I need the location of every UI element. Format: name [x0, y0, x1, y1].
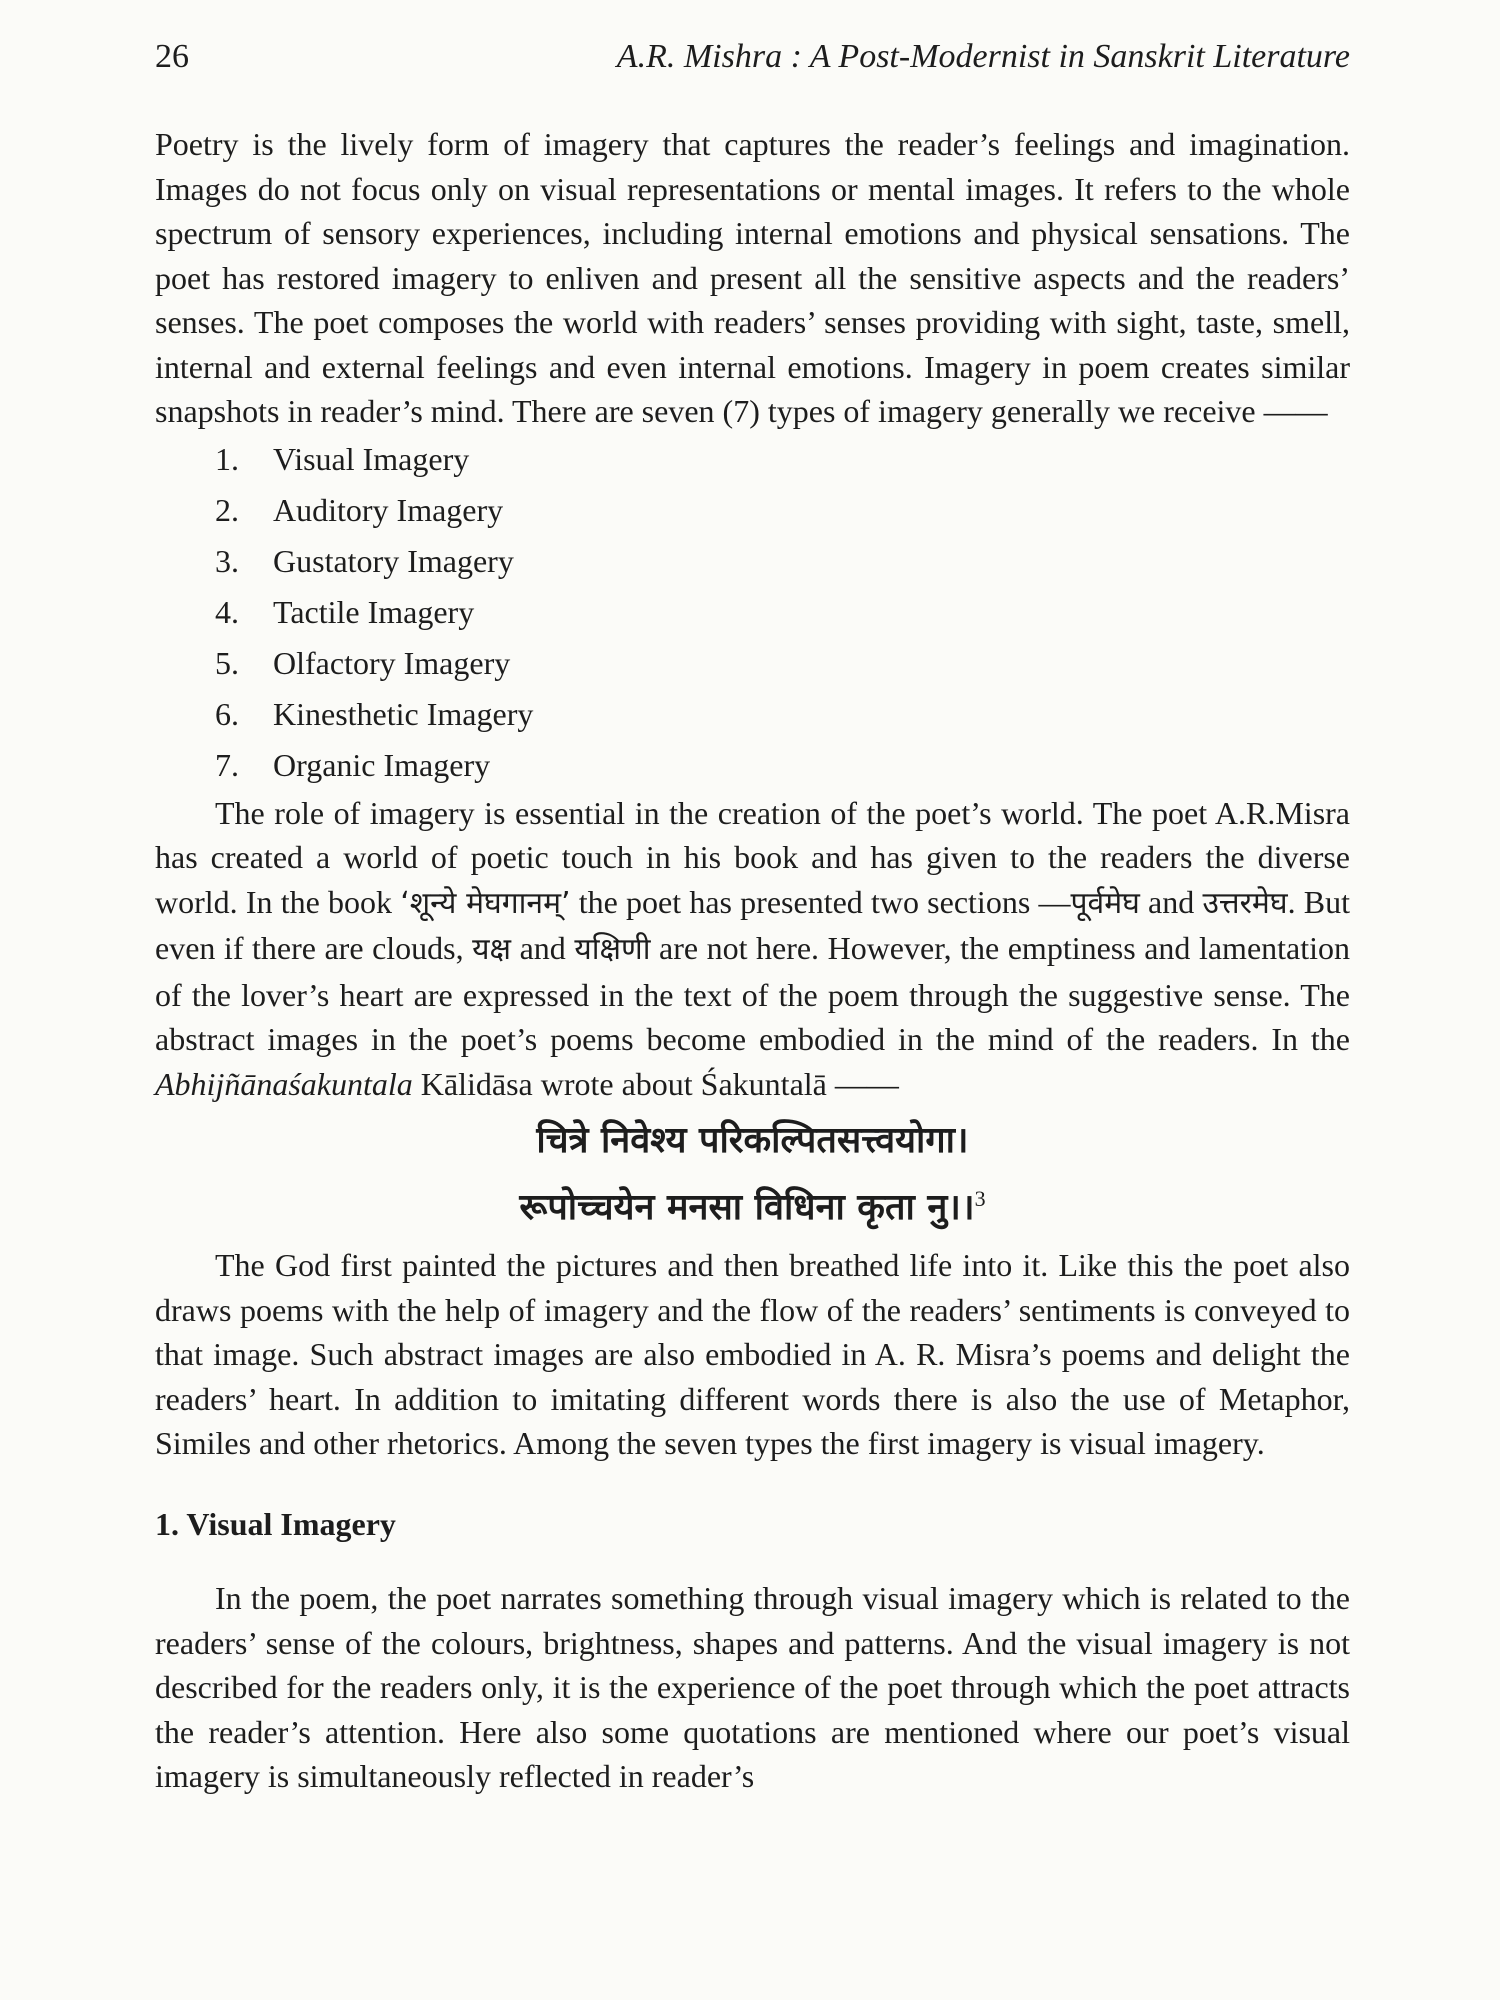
verse-line-2-wrapper: [155, 1170, 1350, 1237]
list-item-number: 1.: [215, 440, 239, 477]
footnote-reference: 3: [974, 1186, 986, 1211]
text-run: and: [511, 930, 575, 966]
list-item-number: 2.: [215, 491, 239, 528]
work-title-italic: Abhijñānaśakuntala: [155, 1065, 413, 1102]
running-title: A.R. Mishra : A Post-Modernist in Sanskrit Literature: [616, 38, 1350, 75]
list-item-number: 3.: [215, 542, 239, 579]
list-item-label: Gustatory Imagery: [273, 542, 514, 579]
section-name-purvamegha: पूर्वमेघ: [1070, 885, 1140, 921]
page-body: [155, 122, 1350, 1799]
page-header: [155, 38, 1350, 88]
list-item-number: 7.: [215, 746, 239, 783]
text-run: Kālidāsa wrote about Śakuntalā ——: [412, 1065, 899, 1102]
text-run: the poet has presented two sections —: [570, 883, 1071, 920]
imagery-types-list: [155, 434, 1350, 791]
list-item-label: Tactile Imagery: [273, 593, 475, 630]
sanskrit-verse: [155, 1112, 1350, 1237]
list-item: [155, 689, 1350, 740]
list-item-number: 5.: [215, 644, 239, 681]
list-item: [155, 485, 1350, 536]
list-item-label: Auditory Imagery: [273, 491, 504, 528]
text-run: . But even if there are clouds,: [155, 883, 1351, 966]
list-item: [155, 638, 1350, 689]
visual-imagery-paragraph: In the poem, the poet narrates something through visual imagery which is related to the readers’ sense of the colours, brightness, shapes and patterns. And the visual imagery is not described for the readers only, it is the experience of the poet through which the poet attracts the reader’s attention. Here also some quotations are mentioned where our poet’s visual imagery is simultaneously reflected in reader’s: [155, 1580, 1350, 1794]
list-item: [155, 740, 1350, 791]
text-run: and: [1139, 883, 1203, 920]
page-number: 26: [155, 38, 189, 75]
section-name-uttaramegha: उत्तरमेघ: [1202, 885, 1288, 921]
list-item-label: Visual Imagery: [273, 440, 470, 477]
list-item-label: Organic Imagery: [273, 746, 491, 783]
role-of-imagery-paragraph: [155, 791, 1350, 1107]
text-run: are not here. However, the emptiness and lamentation of the lover’s heart are expressed in the text of the poem through the suggestive sense. The abstract images in the poet’s poems become embodied in the mind of the readers. In the: [155, 930, 1351, 1057]
god-painted-paragraph: The God first painted the pictures and then breathed life into it. Like this the poet also draws poems with the help of imagery and the flow of the readers’ sentiments is conveyed to that image. Such abstract images are also embodied in A. R. Misra’s poems and delight the readers’ heart. In addition to imitating different words there is also the use of Metaphor, Similes and other rhetorics. Among the seven types the first imagery is visual imagery.: [155, 1247, 1350, 1461]
verse-line-2: रूपोच्चयेन मनसा विधिना कृता नु।।: [519, 1187, 975, 1228]
list-item: [155, 434, 1350, 485]
text-run: The role of imagery is essential in the creation of the poet’s world. The poet A.R.Misra has created a world of poetic touch in his book and has given to the readers the diverse world. In the book: [155, 794, 1350, 920]
section-heading: 1. Visual Imagery: [155, 1505, 396, 1542]
list-item: [155, 536, 1350, 587]
list-item: [155, 587, 1350, 638]
list-item-label: Olfactory Imagery: [273, 644, 511, 681]
list-item-number: 6.: [215, 695, 239, 732]
intro-paragraph: Poetry is the lively form of imagery that captures the reader’s feelings and imagination. Images do not focus only on visual representations or mental images. It refers to the whole spectrum of sensory experiences, including internal emotions and physical sensations. The poet has restored imagery to enliven and present all the sensitive aspects and the readers’ senses. The poet composes the world with readers’ senses providing with sight, taste, smell, internal and external feelings and even internal emotions. Imagery in poem creates similar snapshots in reader’s mind. There are seven (7) types of imagery generally we receive ——: [155, 126, 1350, 429]
term-yaksha: यक्ष: [472, 932, 512, 967]
term-yakshini: यक्षिणी: [574, 932, 651, 967]
list-item-number: 4.: [215, 593, 239, 630]
verse-line-1: चित्रे निवेश्य परिकल्पितसत्त्वयोगा।: [536, 1120, 969, 1161]
list-item-label: Kinesthetic Imagery: [273, 695, 534, 732]
book-title-devanagari: ‘शून्ये मेघगानम्’: [400, 885, 571, 921]
